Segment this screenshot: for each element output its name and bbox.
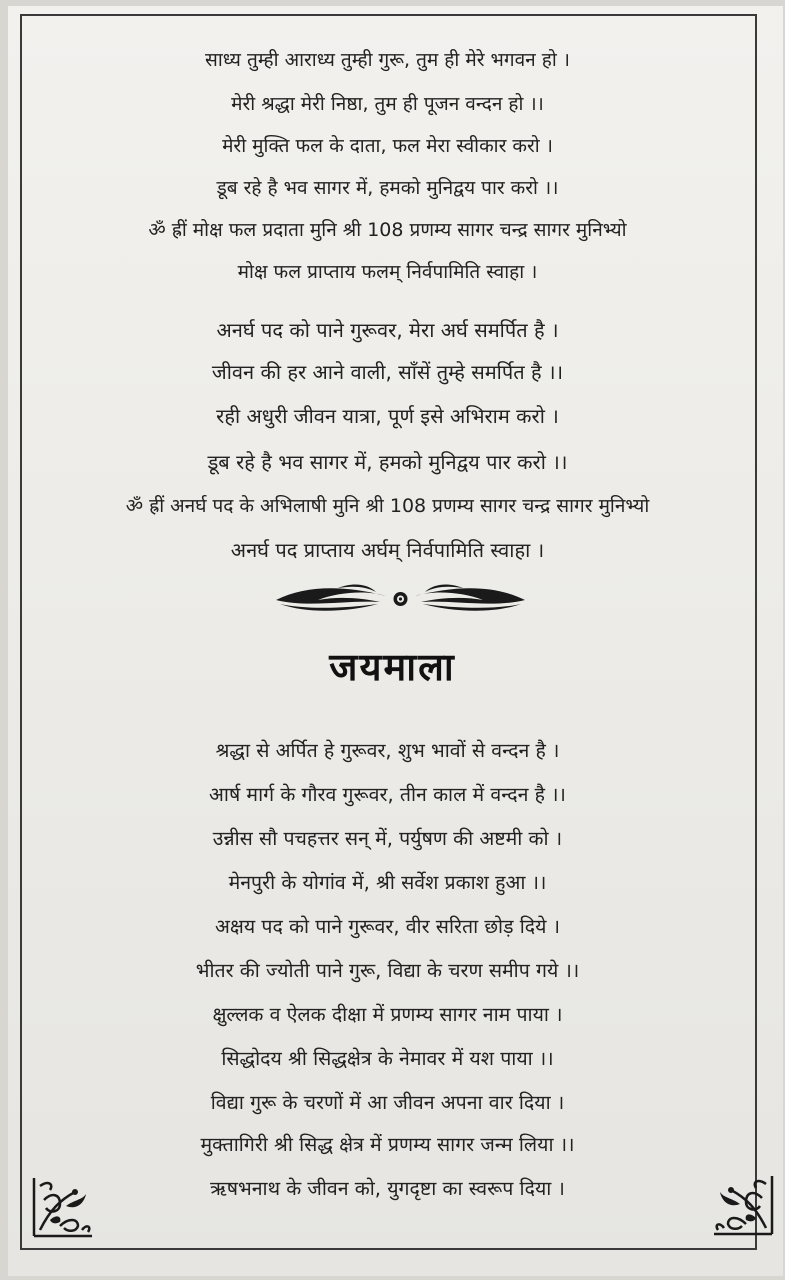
verse-line: अक्षय पद को पाने गुरूवर, वीर सरिता छोड़ दिये । [214, 915, 561, 938]
verse-line: रही अधुरी जीवन यात्रा, पूर्ण इसे अभिराम करो । [216, 404, 559, 428]
floral-corner-icon [30, 1170, 100, 1240]
verse-line: ॐ ह्रीं अनर्घ पद के अभिलाषी मुनि श्री 108 प्रणम्य सागर चन्द्र सागर मुनिभ्यो [125, 495, 650, 517]
verse-line: अनर्घ पद प्राप्ताय अर्घम् निर्वपामिति स्वाहा । [230, 538, 545, 562]
verse-line: आर्ष मार्ग के गौरव गुरूवर, तीन काल में वन्दन है ।। [209, 783, 566, 806]
verse-line: मेनपुरी के योगांव में, श्री सर्वेश प्रकाश हुआ ।। [228, 871, 547, 894]
verse-line: डूब रहे है भव सागर में, हमको मुनिद्वय पार करो ।। [216, 177, 559, 199]
verse-line: जीवन की हर आने वाली, साँसें तुम्हे समर्पित है ।। [211, 360, 564, 384]
verse-line: डूब रहे है भव सागर में, हमको मुनिद्वय पार करो ।। [207, 450, 568, 474]
verse-line: सिद्धोदय श्री सिद्धक्षेत्र के नेमावर में यश पाया ।। [221, 1047, 554, 1070]
verse-line: मुक्तागिरी श्री सिद्ध क्षेत्र में प्रणम्य सागर जन्म लिया ।। [200, 1133, 575, 1156]
verse-line: विद्या गुरू के चरणों में आ जीवन अपना वार दिया । [210, 1091, 565, 1114]
verse-line: भीतर की ज्योती पाने गुरू, विद्या के चरण समीप गये ।। [195, 959, 580, 982]
verse-line: साध्य तुम्ही आराध्य तुम्ही गुरू, तुम ही मेरे भगवन हो । [205, 49, 570, 71]
verse-line: श्रद्धा से अर्पित हे गुरूवर, शुभ भावों से वन्दन है । [215, 739, 560, 762]
ornamental-divider-icon [268, 578, 533, 618]
floral-corner-icon [706, 1168, 776, 1238]
verse-line: ऋषभनाथ के जीवन को, युगदृष्टा का स्वरूप दिया । [210, 1177, 565, 1200]
verse-line: मोक्ष फल प्राप्ताय फलम् निर्वपामिति स्वाहा । [237, 261, 538, 283]
verse-line: क्षुल्लक व ऐलक दीक्षा में प्रणम्य सागर नाम पाया । [212, 1003, 563, 1026]
verse-line: उन्नीस सौ पचहत्तर सन् में, पर्युषण की अष्टमी को । [212, 827, 563, 850]
verse-line: मेरी मुक्ति फल के दाता, फल मेरा स्वीकार करो । [222, 135, 553, 157]
jaymala-heading: जयमाला [329, 645, 456, 689]
verse-line: मेरी श्रद्धा मेरी निष्ठा, तुम ही पूजन वन्दन हो ।। [231, 93, 544, 115]
verse-line: ॐ ह्रीं मोक्ष फल प्रदाता मुनि श्री 108 प्रणम्य सागर चन्द्र सागर मुनिभ्यो [148, 219, 627, 241]
verse-line: अनर्घ पद को पाने गुरूवर, मेरा अर्घ समर्पित है । [216, 318, 559, 342]
